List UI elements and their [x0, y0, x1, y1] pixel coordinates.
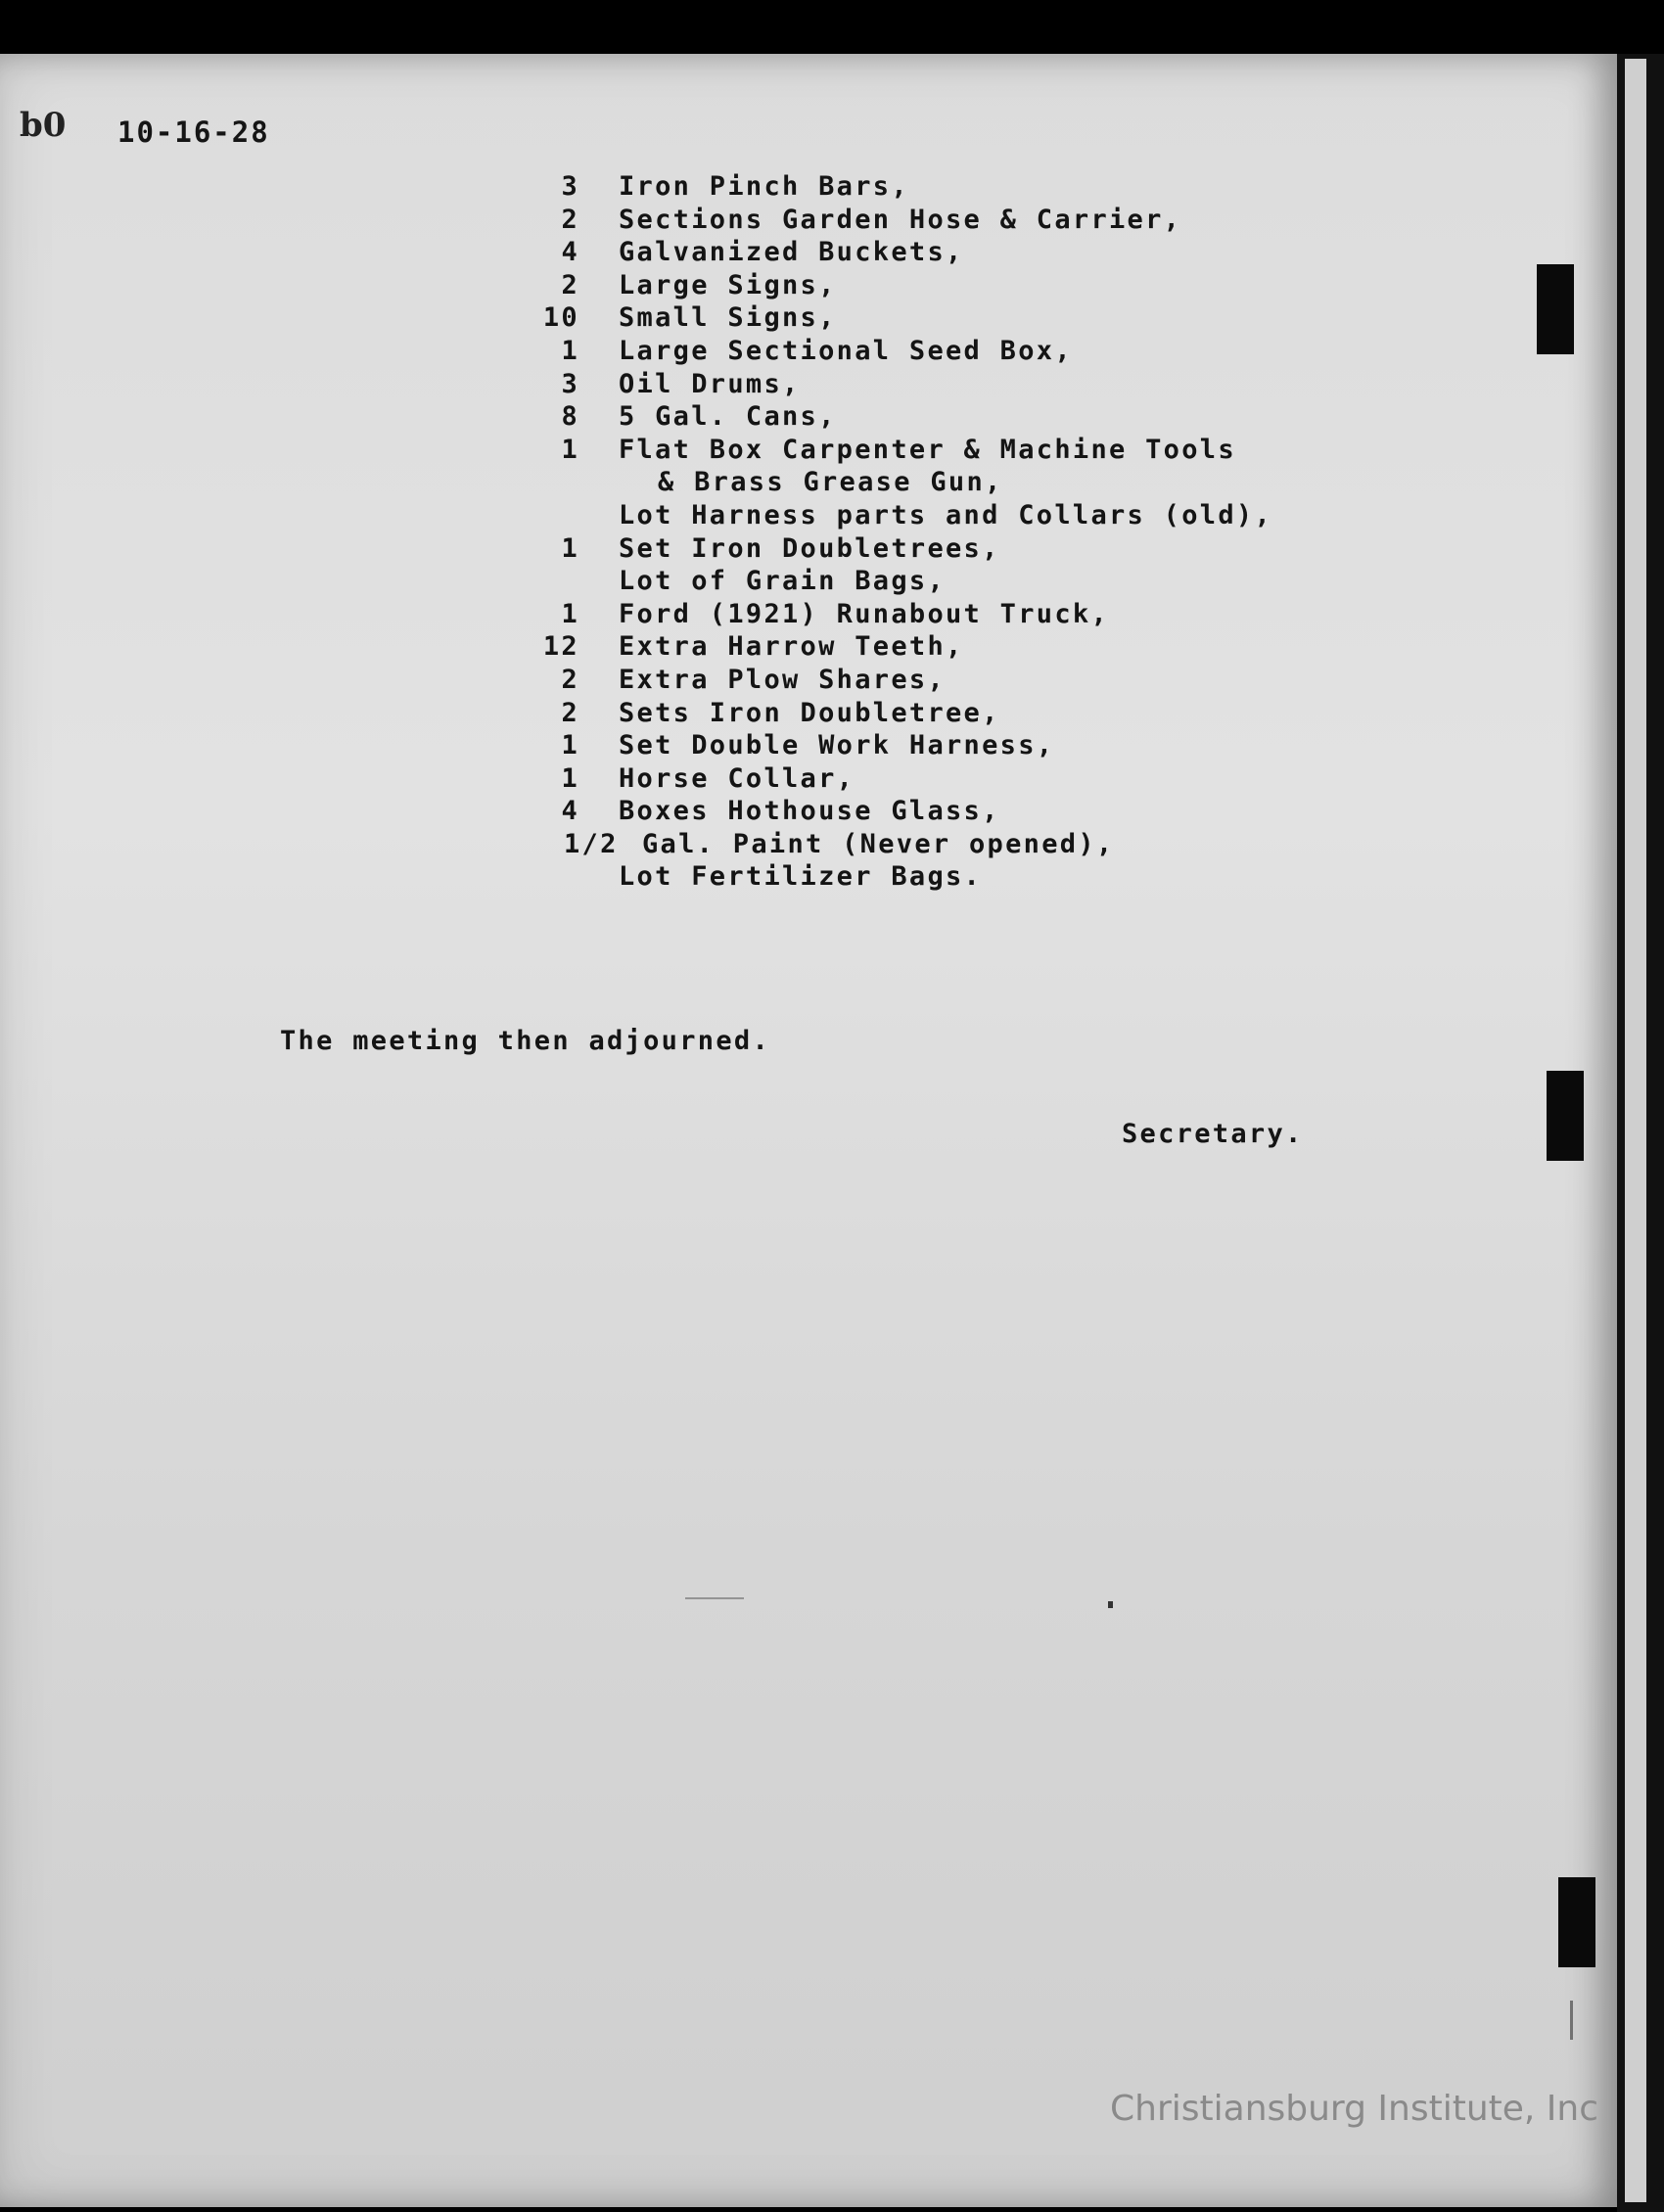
scan-artifact — [1108, 1601, 1113, 1608]
item-description: Set Double Work Harness, — [619, 730, 1055, 761]
item-description: & Brass Grease Gun, — [658, 467, 1003, 498]
item-quantity: 1 — [561, 730, 579, 761]
next-page-edge — [1625, 59, 1646, 2202]
item-description: Boxes Hothouse Glass, — [619, 796, 1000, 827]
page-number-mark: b0 — [20, 106, 67, 145]
item-description: Iron Pinch Bars, — [619, 171, 909, 202]
item-quantity: 1 — [561, 532, 579, 564]
item-description: Extra Plow Shares, — [619, 664, 946, 695]
item-description: Lot Harness parts and Collars (old), — [619, 499, 1272, 530]
item-quantity: 1 — [561, 335, 579, 366]
item-quantity: 4 — [561, 796, 579, 827]
item-quantity: 8 — [561, 401, 579, 433]
item-quantity: 4 — [561, 237, 579, 268]
scan-artifact — [1570, 2001, 1573, 2040]
item-description: Galvanized Buckets, — [619, 237, 964, 268]
item-quantity: 1 — [561, 762, 579, 794]
item-quantity: 1/2 — [564, 828, 619, 859]
item-quantity: 3 — [561, 368, 579, 399]
item-description: Large Sectional Seed Box, — [619, 335, 1073, 366]
signature-line: Secretary. — [1122, 1119, 1304, 1149]
item-quantity: 10 — [542, 302, 579, 334]
item-description: Small Signs, — [619, 302, 837, 334]
item-description: Oil Drums, — [619, 368, 801, 399]
registration-mark — [1558, 1877, 1595, 1967]
item-description: Ford (1921) Runabout Truck, — [619, 598, 1109, 629]
item-description: 5 Gal. Cans, — [619, 401, 837, 433]
document-page — [0, 54, 1617, 2207]
item-quantity: 2 — [561, 204, 579, 235]
item-quantity: 2 — [561, 697, 579, 728]
item-quantity: 1 — [561, 598, 579, 629]
watermark-text: Christiansburg Institute, Inc — [1110, 2089, 1599, 2129]
item-quantity: 12 — [542, 631, 579, 663]
item-description: Gal. Paint (Never opened), — [642, 828, 1115, 859]
item-description: Flat Box Carpenter & Machine Tools — [619, 434, 1236, 465]
document-date: 10-16-28 — [117, 115, 270, 149]
item-description: Sections Garden Hose & Carrier, — [619, 204, 1182, 235]
item-description: Extra Harrow Teeth, — [619, 631, 964, 663]
item-description: Horse Collar, — [619, 762, 855, 794]
scan-artifact — [685, 1597, 744, 1599]
item-description: Lot of Grain Bags, — [619, 566, 946, 597]
item-description: Set Iron Doubletrees, — [619, 532, 1000, 564]
closing-statement: The meeting then adjourned. — [280, 1026, 770, 1056]
item-quantity: 2 — [561, 664, 579, 695]
registration-mark — [1537, 264, 1574, 354]
item-description: Sets Iron Doubletree, — [619, 697, 1000, 728]
item-quantity: 1 — [561, 434, 579, 465]
item-quantity: 2 — [561, 269, 579, 300]
item-description: Lot Fertilizer Bags. — [619, 861, 983, 893]
item-quantity: 3 — [561, 171, 579, 202]
item-description: Large Signs, — [619, 269, 837, 300]
registration-mark — [1547, 1071, 1584, 1161]
